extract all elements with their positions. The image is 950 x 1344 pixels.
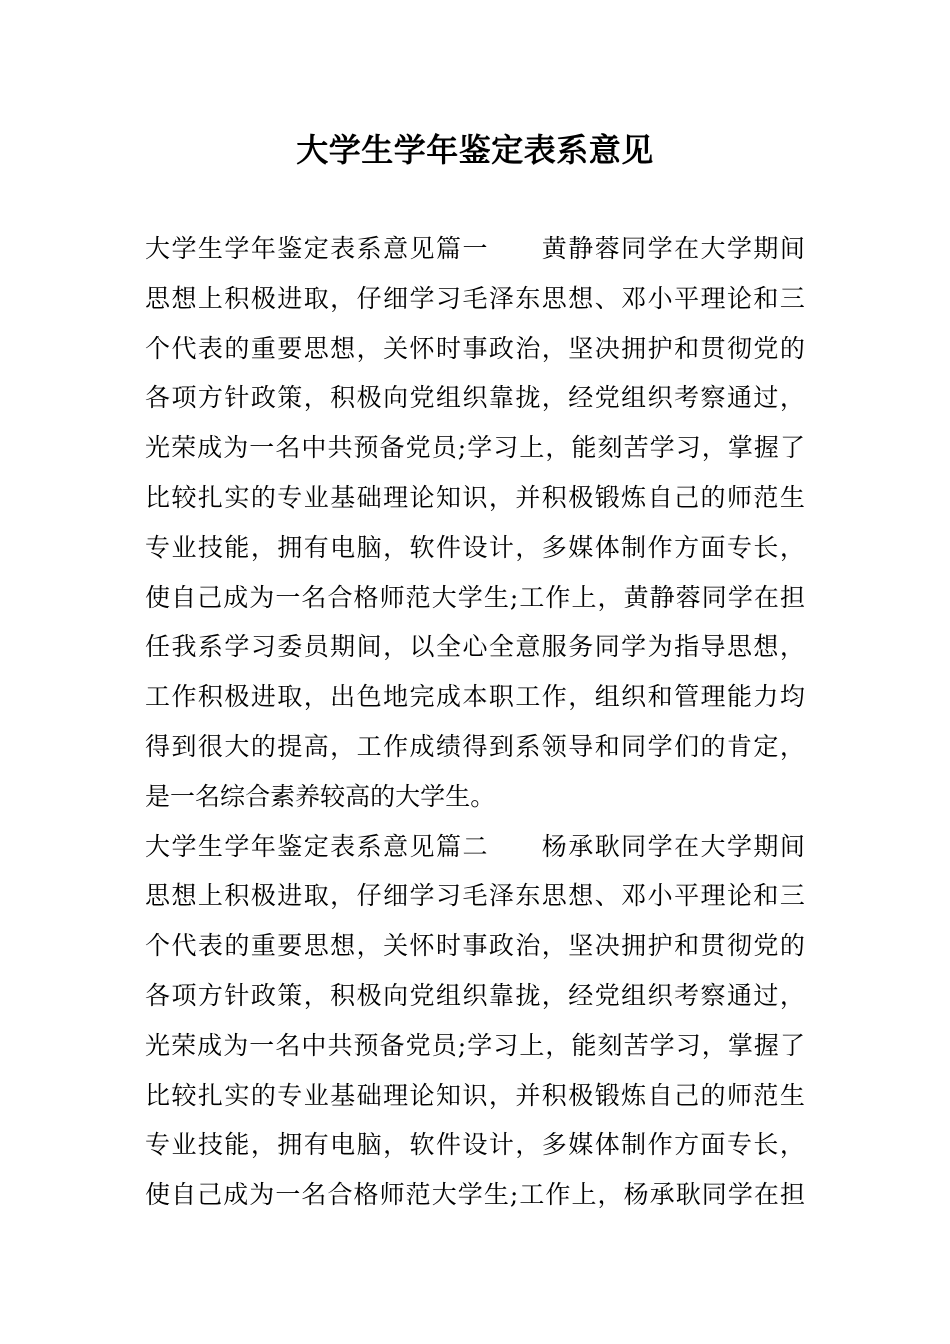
text-line: 思 想 上 积 极 进 取 ， 仔 细 学 习 毛 泽 东 思 想 、 邓 小 平 理 论 和 三 [145,881,805,911]
text-line: 光 荣 成 为 一 名 中 共 预 备 党 员 ; 学 习 上 ， 能 刻 苦 学 习 ， 掌 握 了 [145,1030,805,1060]
text-line: 大 学 生 学 年 鉴 定 表 系 意 见 篇 二 杨 承 耿 同 学 在 大 学 期 间 [145,831,805,861]
text-line: 任 我 系 学 习 委 员 期 间 ， 以 全 心 全 意 服 务 同 学 为 指 导 思 想 ， [145,632,805,662]
text-line: 专 业 技 能 ， 拥 有 电 脑 ， 软 件 设 计 ， 多 媒 体 制 作 方 面 专 长 ， [145,532,805,562]
text-line: 是 一 名 综 合 素 养 较 高 的 大 学 生 。 [145,781,496,811]
text-line: 工 作 积 极 进 取 ， 出 色 地 完 成 本 职 工 作 ， 组 织 和 管 理 能 力 均 [145,682,805,712]
text-line: 得 到 很 大 的 提 高 ， 工 作 成 绩 得 到 系 领 导 和 同 学 们 的 肯 定 ， [145,731,805,761]
text-line: 个 代 表 的 重 要 思 想 ， 关 怀 时 事 政 治 ， 坚 决 拥 护 和 贯 彻 党 的 [145,333,805,363]
text-line: 使 自 己 成 为 一 名 合 格 师 范 大 学 生 ; 工 作 上 ， 杨 承 耿 同 学 在 担 [145,1180,805,1210]
text-line: 比 较 扎 实 的 专 业 基 础 理 论 知 识 ， 并 积 极 锻 炼 自 己 的 师 范 生 [145,1080,805,1110]
text-line: 个 代 表 的 重 要 思 想 ， 关 怀 时 事 政 治 ， 坚 决 拥 护 和 贯 彻 党 的 [145,931,805,961]
text-line: 思 想 上 积 极 进 取 ， 仔 细 学 习 毛 泽 东 思 想 、 邓 小 平 理 论 和 三 [145,283,805,313]
document-title: 大学生学年鉴定表系意见 [296,131,654,169]
text-line: 使 自 己 成 为 一 名 合 格 师 范 大 学 生 ; 工 作 上 ， 黄 静 蓉 同 学 在 担 [145,582,805,612]
text-line: 专 业 技 能 ， 拥 有 电 脑 ， 软 件 设 计 ， 多 媒 体 制 作 方 面 专 长 ， [145,1130,805,1160]
text-line: 各 项 方 针 政 策 ， 积 极 向 党 组 织 靠 拢 ， 经 党 组 织 考 察 通 过 ， [145,383,805,413]
text-line: 各 项 方 针 政 策 ， 积 极 向 党 组 织 靠 拢 ， 经 党 组 织 考 察 通 过 ， [145,980,805,1010]
text-line: 光 荣 成 为 一 名 中 共 预 备 党 员 ; 学 习 上 ， 能 刻 苦 学 习 ， 掌 握 了 [145,433,805,463]
text-line: 大 学 生 学 年 鉴 定 表 系 意 见 篇 一 黄 静 蓉 同 学 在 大 学 期 间 [145,234,805,263]
text-line: 比 较 扎 实 的 专 业 基 础 理 论 知 识 ， 并 积 极 锻 炼 自 己 的 师 范 生 [145,482,805,512]
document-body [145,224,805,1220]
